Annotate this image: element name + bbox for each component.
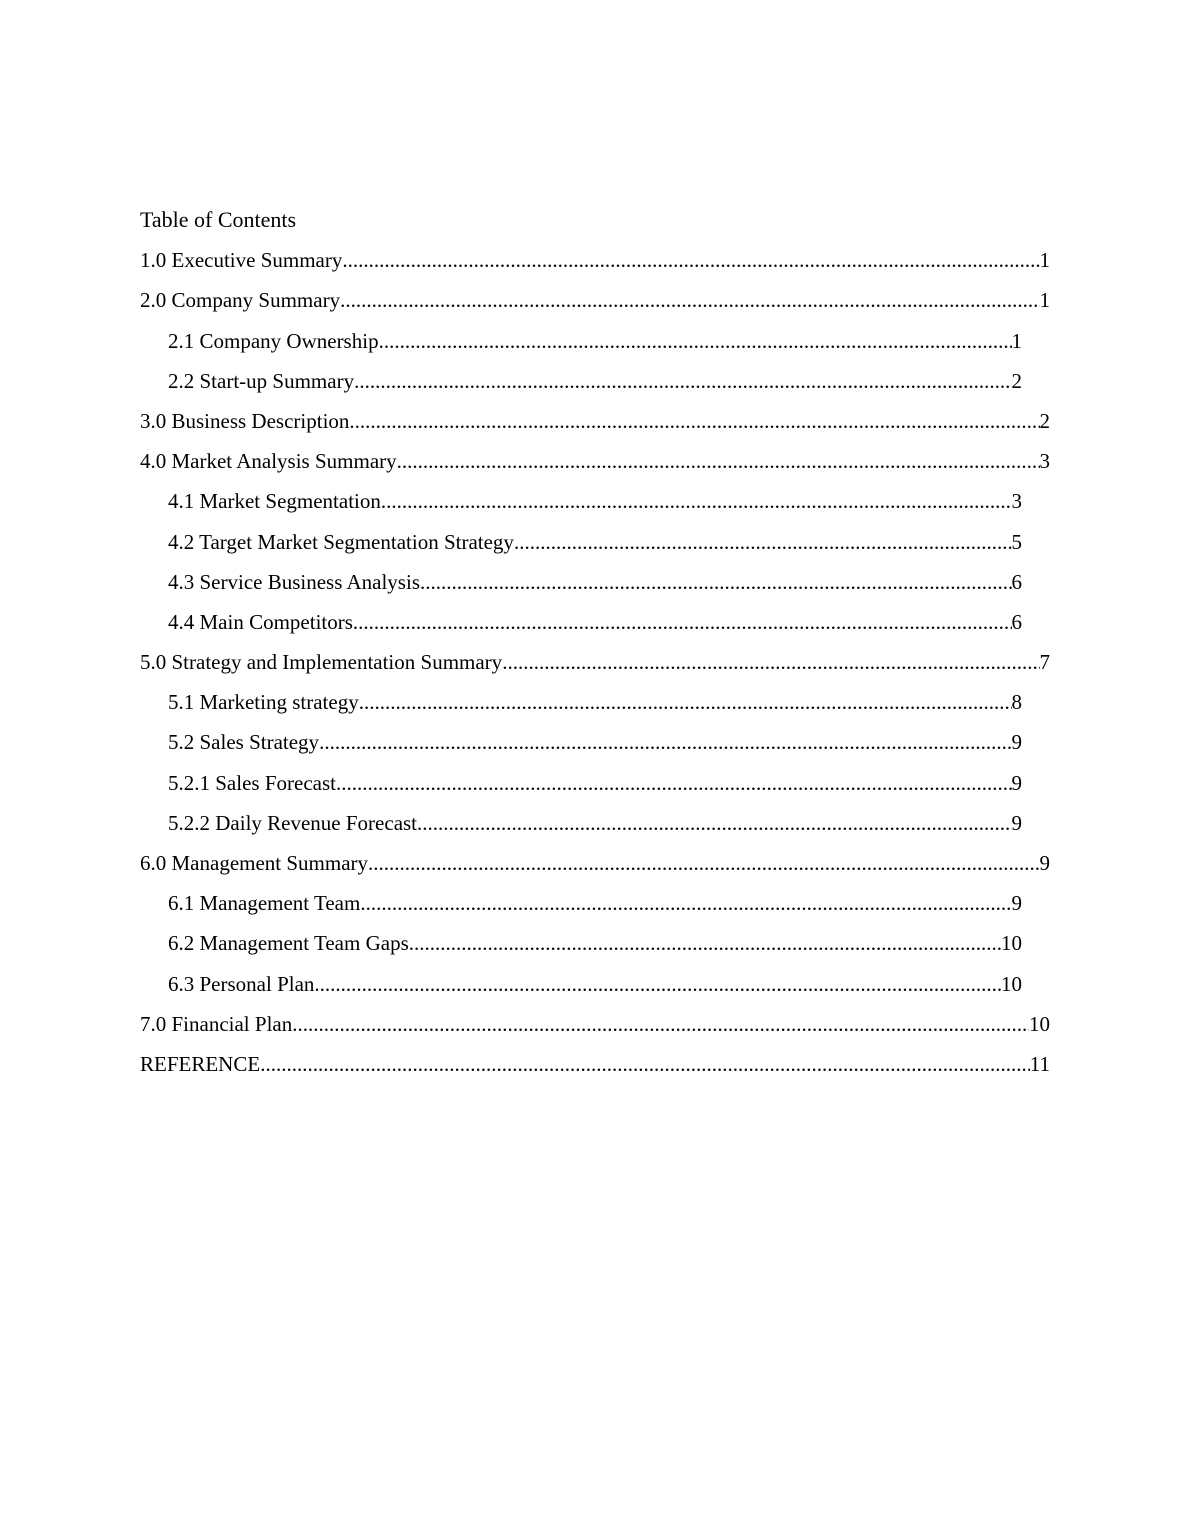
toc-entry-page-number: 1	[1039, 288, 1050, 313]
toc-dot-leader	[319, 727, 1011, 757]
toc-dot-leader	[349, 406, 1039, 436]
toc-entry[interactable]	[140, 446, 1050, 486]
toc-entry[interactable]	[168, 486, 1022, 526]
toc-entry-label: 5.2 Sales Strategy	[168, 730, 320, 755]
toc-entry[interactable]	[140, 285, 1050, 325]
toc-entry[interactable]	[168, 527, 1022, 567]
toc-entry-label: 5.2.1 Sales Forecast	[168, 770, 336, 795]
toc-dot-leader	[514, 527, 1012, 557]
toc-entry-page-number: 2	[1011, 368, 1022, 393]
toc-entry-page-number: 9	[1011, 770, 1022, 795]
toc-dot-leader	[409, 928, 1001, 958]
toc-entry[interactable]	[168, 928, 1022, 968]
toc-entry[interactable]	[168, 326, 1022, 366]
toc-dot-leader	[502, 647, 1039, 677]
toc-dot-leader	[379, 326, 1012, 356]
toc-entry-label: 5.0 Strategy and Implementation Summary	[140, 650, 503, 675]
toc-entry-label: 4.1 Market Segmentation	[168, 489, 381, 514]
toc-entry[interactable]	[168, 808, 1022, 848]
toc-entry-page-number: 3	[1011, 489, 1022, 514]
toc-entry-label: 6.1 Management Team	[168, 891, 361, 916]
toc-entry-page-number: 10	[1001, 971, 1022, 996]
toc-entry-page-number: 11	[1029, 1051, 1050, 1076]
toc-entry[interactable]	[168, 567, 1022, 607]
toc-dot-leader	[353, 607, 1012, 637]
toc-list	[140, 245, 1050, 1089]
toc-entry-label: 2.2 Start-up Summary	[168, 368, 355, 393]
toc-entry[interactable]	[140, 406, 1050, 446]
toc-dot-leader	[342, 245, 1039, 275]
toc-entry-label: 1.0 Executive Summary	[140, 248, 343, 273]
toc-entry[interactable]	[168, 687, 1022, 727]
toc-entry-page-number: 1	[1011, 328, 1022, 353]
toc-dot-leader	[359, 687, 1012, 717]
toc-entry-page-number: 9	[1011, 810, 1022, 835]
toc-dot-leader	[368, 848, 1039, 878]
toc-entry-page-number: 9	[1011, 730, 1022, 755]
toc-entry[interactable]	[168, 969, 1022, 1009]
toc-entry-page-number: 9	[1011, 891, 1022, 916]
toc-entry-label: 7.0 Financial Plan	[140, 1011, 293, 1036]
toc-entry-label: 4.2 Target Market Segmentation Strategy	[168, 529, 514, 554]
toc-entry[interactable]	[140, 245, 1050, 285]
toc-entry-label: 2.0 Company Summary	[140, 288, 341, 313]
toc-entry-page-number: 3	[1039, 449, 1050, 474]
toc-dot-leader	[420, 567, 1012, 597]
toc-entry-page-number: 9	[1039, 851, 1050, 875]
toc-entry-page-number: 2	[1039, 408, 1050, 433]
toc-entry-label: 6.3 Personal Plan	[168, 971, 315, 996]
toc-dot-leader	[417, 808, 1011, 838]
toc-entry-page-number: 5	[1011, 529, 1022, 554]
toc-entry-label: 3.0 Business Description	[140, 408, 350, 433]
toc-entry[interactable]	[140, 1049, 1050, 1089]
toc-entry-page-number: 7	[1039, 650, 1050, 675]
toc-entry-label: 5.1 Marketing strategy	[168, 690, 359, 715]
toc-entry[interactable]	[168, 888, 1022, 928]
toc-entry-label: REFERENCE	[140, 1051, 261, 1076]
toc-entry-page-number: 8	[1011, 690, 1022, 715]
toc-entry[interactable]	[168, 768, 1022, 808]
toc-dot-leader	[397, 446, 1040, 476]
toc-entry-label: 6.0 Management Summary	[140, 851, 369, 875]
toc-entry-label: 5.2.2 Daily Revenue Forecast	[168, 810, 418, 835]
toc-dot-leader	[360, 888, 1011, 918]
toc-entry-page-number: 10	[1029, 1011, 1050, 1036]
toc-entry-label: 6.2 Management Team Gaps	[168, 931, 409, 956]
toc-dot-leader	[292, 1009, 1029, 1039]
toc-entry-page-number: 1	[1039, 248, 1050, 273]
toc-dot-leader	[340, 285, 1039, 315]
toc-dot-leader	[381, 486, 1012, 516]
toc-entry-label: 4.0 Market Analysis Summary	[140, 449, 397, 474]
toc-dot-leader	[354, 366, 1011, 396]
toc-entry[interactable]	[168, 727, 1022, 767]
toc-dot-leader	[314, 969, 1001, 999]
toc-entry[interactable]	[140, 647, 1050, 687]
toc-entry[interactable]	[168, 366, 1022, 406]
toc-entry-page-number: 6	[1011, 569, 1022, 594]
toc-entry-label: 4.4 Main Competitors	[168, 609, 353, 634]
toc-entry-page-number: 10	[1001, 931, 1022, 956]
toc-title: Table of Contents	[140, 207, 297, 232]
toc-entry-label: 2.1 Company Ownership	[168, 328, 379, 353]
toc-entry[interactable]	[140, 848, 1050, 888]
toc-entry[interactable]	[168, 607, 1022, 647]
toc-entry[interactable]	[140, 1009, 1050, 1049]
toc-entry-page-number: 6	[1011, 609, 1022, 634]
table-of-contents	[140, 205, 1050, 1089]
toc-dot-leader	[260, 1049, 1030, 1079]
toc-dot-leader	[336, 768, 1012, 798]
toc-entry-label: 4.3 Service Business Analysis	[168, 569, 420, 594]
